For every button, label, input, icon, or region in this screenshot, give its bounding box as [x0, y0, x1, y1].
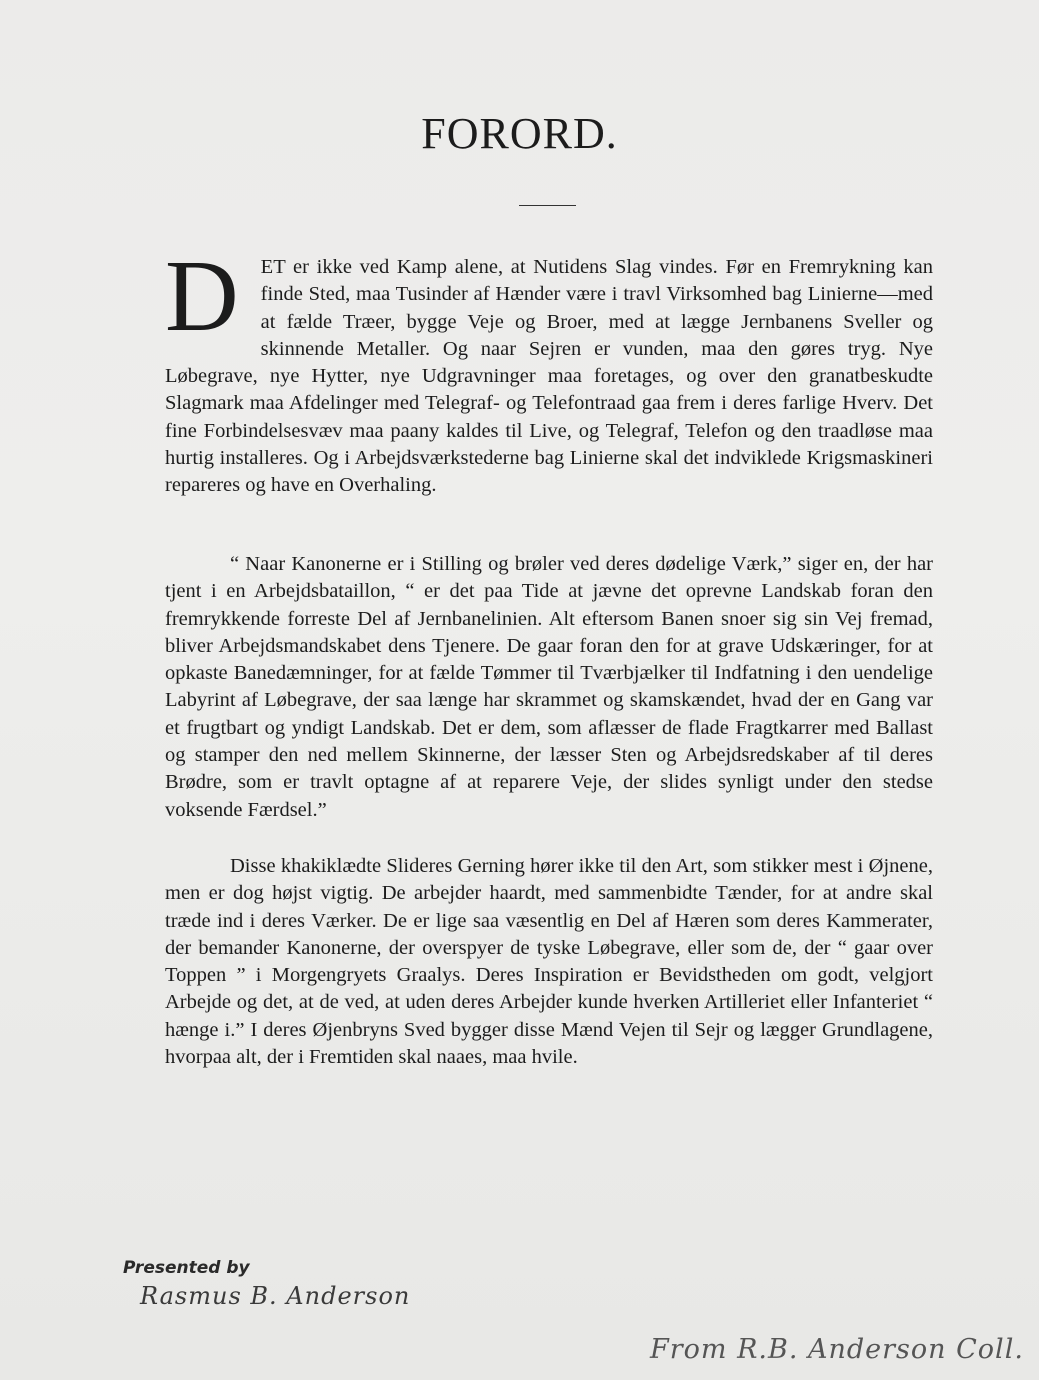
page-title: FORORD.: [421, 109, 618, 158]
foreword-body: [165, 240, 933, 1071]
handwritten-signature: Rasmus B. Anderson: [140, 1282, 411, 1310]
paragraph-3: Disse khakiklædte Slideres Gerning hører ikke til den Art, som stikker mest i Øjnene, men er dog højst vigtig. De arbejder haardt, med sammenbidte Tænder, for at andre skal træde ind i deres Værker. De er lige saa væsentlig en Del af Hæren som deres Kammerater, der bemander Kanonerne, der overspyer de tyske Løbegrave, eller som de, der “ gaar over Toppen ” i Morgengryets Graalys. Deres Inspiration er Bevidstheden om godt, velgjort Arbejde og det, at de ved, at uden deres Arbejder kunde hverken Artilleriet eller Infanteriet “ hænge i.” I deres Øjenbryns Sved bygger disse Mænd Vejen til Sejr og lægger Grundlagene, hvorpaa alt, der i Fremtiden skal naaes, maa hvile.: [165, 854, 933, 1069]
presented-by-stamp: Presented by: [123, 1258, 250, 1278]
drop-cap: D: [165, 240, 239, 353]
title-divider: [519, 205, 576, 206]
paragraph-1: [165, 240, 933, 524]
paragraph-2: “ Naar Kanonerne er i Stilling og brøler ved deres dødelige Værk,” siger en, der har tjent i en Arbejdsbataillon, “ er det paa Tide at jævne det oprevne Landskab foran den fremrykkende forreste Del af Jernbanelinien. Alt eftersom Banen snoer sig sin Vej fremad, bliver Arbejdsmandskabet dens Tjenere. De gaar foran den for at grave Udskæringer, for at opkaste Banedæmninger, for at fælde Tømmer til Tværbjælker til Indfatning i den uendelige Labyrint af Løbegrave, der saa længe har skrammet og skamskændet, hvad der en Gang var et frugtbart og yndigt Landskab. Det er dem, som aflæsser de flade Fragtkarrer med Ballast og stamper den ned mellem Skinnerne, der læsser Sten og Arbejdsredskaber af til deres Brødre, som er travlt optagne af at reparere Veje, der slides synligt under den stedse voksende Færdsel.”: [165, 553, 933, 821]
handwritten-collection-note: From R.B. Anderson Coll.: [650, 1334, 1024, 1365]
paragraph-1-text: ET er ikke ved Kamp alene, at Nutidens Slag vindes. Før en Fremrykning kan finde Sted, maa Tusinder af Hænder være i travl Virksomhed bag Linierne—med at fælde Træer, bygge Veje og Broer, med at lægge Jernbanens Sveller og skinnende Metaller. Og naar Sejren er vunden, maa den gøres tryg. Nye Løbegrave, nye Hytter, nye Udgravninger maa foretages, og over den granatbeskudte Slagmark maa Afdelinger med Telegraf- og Telefontraad gaa frem i deres farlige Hverv. Det fine Forbindelsesvæv maa paany kaldes til Live, og Telegraf, Telefon og den traadløse maa hurtig installeres. Og i Arbejdsværkstederne bag Linierne skal det indviklede Krigsmaskineri repareres og have en Overhaling.: [165, 256, 933, 497]
